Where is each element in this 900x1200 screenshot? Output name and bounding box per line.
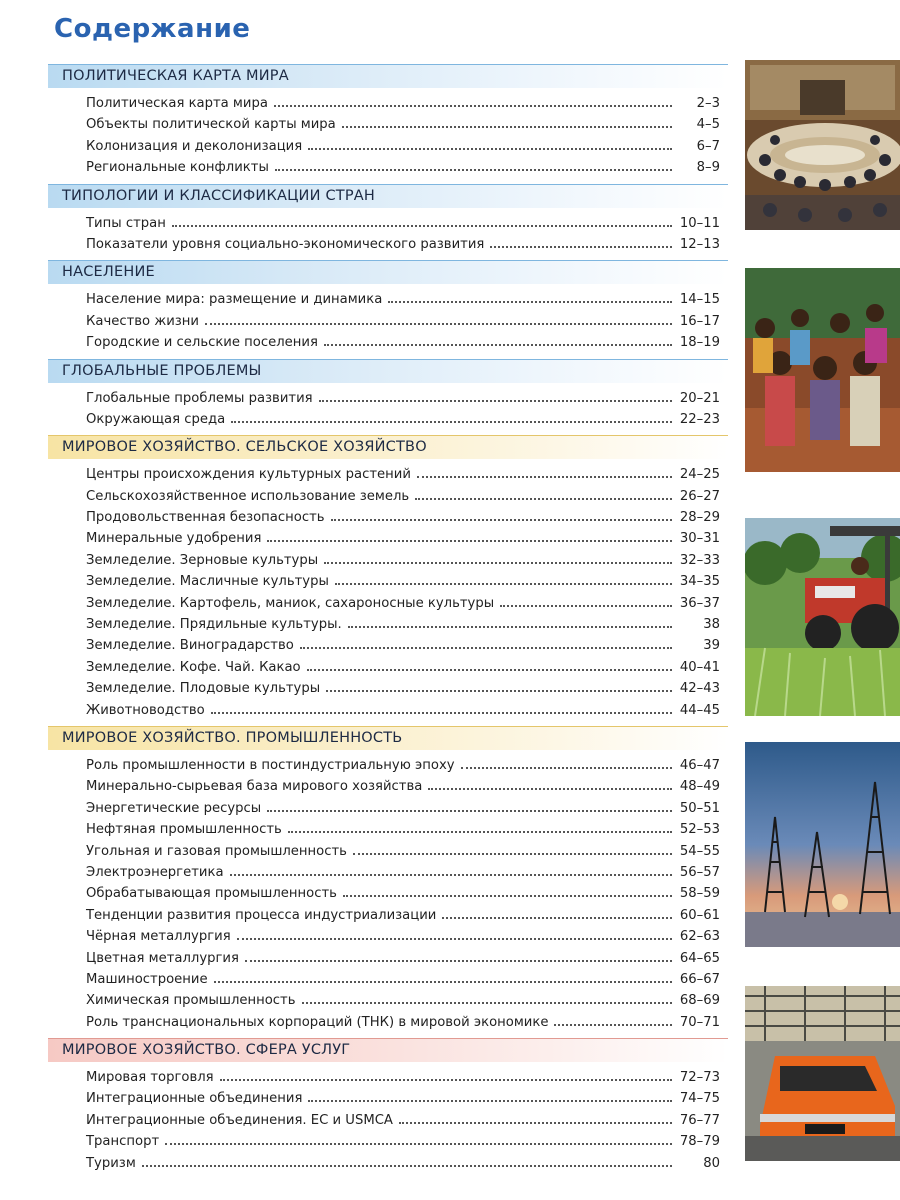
toc-entry-pages: 4–5 (696, 117, 720, 133)
toc-entry-title: Региональные конфликты (86, 160, 269, 176)
toc-entry (48, 593, 720, 614)
toc-entry-title: Роль транснациональных корпораций (ТНК) в мировой экономике (86, 1014, 549, 1030)
dot-leader (308, 1100, 672, 1102)
toc-entry-title: Сельскохозяйственное использование земель (86, 488, 410, 504)
toc-entry-title: Земледелие. Виноградарство (86, 638, 294, 654)
toc-entry-pages: 10–11 (679, 215, 720, 231)
toc-entry (48, 657, 720, 678)
toc-entry-title: Показатели уровня социально-экономического развития (86, 236, 485, 252)
toc-entry-title: Нефтяная промышленность (86, 822, 282, 838)
dot-leader (335, 583, 672, 585)
toc-entry-title: Химическая промышленность (86, 993, 296, 1009)
dot-leader (142, 1165, 672, 1167)
dot-leader (554, 1024, 672, 1026)
toc-entry-pages: 38 (703, 617, 720, 633)
toc-entry (48, 798, 720, 819)
dot-leader (353, 853, 672, 855)
dot-leader (302, 1002, 673, 1004)
toc-entry (48, 819, 720, 840)
toc-section (48, 435, 728, 721)
toc-entry-pages: 26–27 (679, 488, 720, 504)
dot-leader (461, 767, 672, 769)
toc-entry-pages: 8–9 (696, 160, 720, 176)
dot-leader (399, 1122, 672, 1124)
tractor-photo (745, 518, 900, 716)
toc-entry-title: Земледелие. Картофель, маниок, сахароносные культуры (86, 595, 495, 611)
section-heading: МИРОВОЕ ХОЗЯЙСТВО. СФЕРА УСЛУГ (48, 1038, 728, 1062)
toc-entry-title: Земледелие. Прядильные культуры. (86, 617, 342, 633)
dot-leader (490, 246, 672, 248)
dot-leader (324, 562, 672, 564)
toc-entry-title: Колонизация и деколонизация (86, 138, 303, 154)
toc-entry-title: Объекты политической карты мира (86, 117, 336, 133)
dot-leader (324, 344, 672, 346)
toc-entry (48, 948, 720, 969)
toc-entry (48, 883, 720, 904)
dot-leader (307, 669, 672, 671)
toc-entry-title: Центры происхождения культурных растений (86, 467, 411, 483)
toc-entry-pages: 46–47 (679, 757, 720, 773)
toc-section (48, 1038, 728, 1174)
toc-entry-title: Минеральные удобрения (86, 531, 262, 547)
dot-leader (500, 605, 672, 607)
toc-entry-pages: 64–65 (679, 950, 720, 966)
toc-entry-pages: 48–49 (679, 779, 720, 795)
toc-entry (48, 550, 720, 571)
section-heading: НАСЕЛЕНИЕ (48, 260, 728, 284)
toc-entry-title: Электроэнергетика (86, 864, 224, 880)
toc-entry (48, 635, 720, 656)
toc-entry (48, 507, 720, 528)
toc-entry (48, 614, 720, 635)
toc-entry-title: Интеграционные объединения (86, 1091, 303, 1107)
toc-entry-title: Продовольственная безопасность (86, 510, 325, 526)
dot-leader (308, 148, 672, 150)
toc-entry-pages: 6–7 (696, 138, 720, 154)
section-heading: ТИПОЛОГИИ И КЛАССИФИКАЦИИ СТРАН (48, 184, 728, 208)
toc-entry-title: Обрабатывающая промышленность (86, 886, 337, 902)
toc-section (48, 184, 728, 256)
toc-entry-pages: 22–23 (679, 411, 720, 427)
children-photo (745, 268, 900, 472)
page-title: Содержание (54, 14, 251, 44)
toc-entry-title: Энергетические ресурсы (86, 800, 262, 816)
dot-leader (274, 105, 672, 107)
dot-leader (230, 874, 672, 876)
dot-leader (442, 917, 672, 919)
toc-entry (48, 700, 720, 721)
toc-entry-pages: 2–3 (696, 96, 720, 111)
toc-entry (48, 311, 720, 332)
table-of-contents (48, 64, 728, 1179)
toc-entry-pages: 66–67 (679, 971, 720, 987)
toc-entry (48, 157, 720, 178)
section-heading: ПОЛИТИЧЕСКАЯ КАРТА МИРА (48, 64, 728, 88)
toc-entry (48, 136, 720, 157)
toc-entry-title: Земледелие. Кофе. Чай. Какао (86, 659, 301, 675)
toc-entry-pages: 76–77 (679, 1112, 720, 1128)
toc-entry (48, 486, 720, 507)
dot-leader (237, 938, 672, 940)
toc-entry-pages: 60–61 (679, 907, 720, 923)
dot-leader (348, 626, 672, 628)
toc-entry (48, 969, 720, 990)
toc-entry-pages: 24–25 (679, 467, 720, 483)
toc-entry-title: Окружающая среда (86, 411, 226, 427)
toc-entry-pages: 54–55 (679, 843, 720, 859)
toc-entry-pages: 34–35 (679, 574, 720, 590)
dot-leader (343, 895, 672, 897)
section-heading: МИРОВОЕ ХОЗЯЙСТВО. СЕЛЬСКОЕ ХОЗЯЙСТВО (48, 435, 728, 459)
dot-leader (326, 690, 672, 692)
toc-entry-pages: 58–59 (679, 886, 720, 902)
toc-entry (48, 213, 720, 234)
dot-leader (275, 169, 672, 171)
toc-entry-title: Население мира: размещение и динамика (86, 292, 383, 308)
toc-entry-title: Чёрная металлургия (86, 929, 231, 945)
toc-entry (48, 234, 720, 255)
toc-entry-pages: 72–73 (679, 1070, 720, 1086)
toc-entry-title: Туризм (86, 1155, 136, 1171)
toc-entry-pages: 18–19 (679, 335, 720, 351)
toc-entry-pages: 42–43 (679, 681, 720, 697)
toc-entry (48, 1110, 720, 1131)
toc-entry-pages: 14–15 (679, 292, 720, 308)
toc-entry-title: Земледелие. Масличные культуры (86, 574, 329, 590)
toc-entry-title: Городские и сельские поселения (86, 335, 318, 351)
toc-entry-title: Качество жизни (86, 313, 199, 329)
toc-entry (48, 990, 720, 1011)
toc-entry (48, 1067, 720, 1088)
dot-leader (388, 301, 672, 303)
toc-entry (48, 755, 720, 776)
toc-entry (48, 862, 720, 883)
toc-entry (48, 1131, 720, 1152)
conference-photo (745, 60, 900, 230)
toc-entry (48, 571, 720, 592)
toc-entry (48, 841, 720, 862)
toc-entry-pages: 40–41 (679, 659, 720, 675)
dot-leader (428, 788, 672, 790)
toc-entry-title: Минерально-сырьевая база мирового хозяйства (86, 779, 423, 795)
toc-entry-pages: 20–21 (679, 390, 720, 406)
toc-entry-pages: 74–75 (679, 1091, 720, 1107)
toc-entry (48, 409, 720, 430)
dot-leader (267, 810, 672, 812)
toc-entry-title: Земледелие. Зерновые культуры (86, 552, 319, 568)
toc-entry-title: Земледелие. Плодовые культуры (86, 681, 321, 697)
toc-entry-pages: 28–29 (679, 510, 720, 526)
oil-derricks-photo (745, 742, 900, 947)
toc-entry-title: Транспорт (86, 1134, 160, 1150)
dot-leader (214, 981, 672, 983)
toc-entry-pages: 16–17 (679, 313, 720, 329)
section-heading: МИРОВОЕ ХОЗЯЙСТВО. ПРОМЫШЛЕННОСТЬ (48, 726, 728, 750)
toc-entry (48, 114, 720, 135)
toc-entry-title: Цветная металлургия (86, 950, 239, 966)
dot-leader (417, 476, 672, 478)
toc-entry (48, 1012, 720, 1033)
toc-entry (48, 776, 720, 797)
toc-entry-pages: 80 (703, 1155, 720, 1171)
dot-leader (319, 400, 672, 402)
dot-leader (220, 1079, 672, 1081)
toc-entry-pages: 30–31 (679, 531, 720, 547)
toc-entry (48, 1153, 720, 1174)
dot-leader (165, 1143, 672, 1145)
toc-entry-title: Глобальные проблемы развития (86, 390, 313, 406)
toc-entry-pages: 56–57 (679, 864, 720, 880)
toc-entry-title: Интеграционные объединения. ЕС и USMCA (86, 1112, 393, 1128)
dot-leader (172, 225, 672, 227)
toc-entry-pages: 50–51 (679, 800, 720, 816)
dot-leader (245, 960, 672, 962)
toc-entry-pages: 78–79 (679, 1134, 720, 1150)
toc-entry (48, 528, 720, 549)
dot-leader (231, 421, 672, 423)
toc-entry-pages: 52–53 (679, 822, 720, 838)
toc-entry-pages: 44–45 (679, 702, 720, 718)
toc-entry (48, 926, 720, 947)
dot-leader (300, 647, 672, 649)
toc-entry-title: Животноводство (86, 702, 205, 718)
toc-entry-title: Мировая торговля (86, 1070, 214, 1086)
dot-leader (267, 540, 672, 542)
toc-entry-pages: 36–37 (679, 595, 720, 611)
toc-entry-pages: 70–71 (679, 1014, 720, 1030)
dot-leader (205, 323, 672, 325)
toc-section (48, 64, 728, 179)
toc-entry (48, 1088, 720, 1109)
toc-entry (48, 905, 720, 926)
toc-entry-title: Политическая карта мира (86, 96, 268, 111)
toc-entry (48, 332, 720, 353)
toc-entry-pages: 62–63 (679, 929, 720, 945)
toc-entry-title: Типы стран (86, 215, 166, 231)
dot-leader (415, 498, 672, 500)
train-photo (745, 986, 900, 1161)
toc-entry-title: Роль промышленности в постиндустриальную эпоху (86, 757, 455, 773)
toc-entry-title: Машиностроение (86, 971, 208, 987)
toc-entry-pages: 39 (703, 638, 720, 654)
toc-entry (48, 464, 720, 485)
toc-entry-pages: 32–33 (679, 552, 720, 568)
toc-entry (48, 388, 720, 409)
toc-section (48, 726, 728, 1033)
dot-leader (342, 126, 672, 128)
toc-entry-pages: 12–13 (679, 236, 720, 252)
dot-leader (288, 831, 672, 833)
toc-entry (48, 93, 720, 114)
dot-leader (211, 712, 672, 714)
toc-entry-title: Угольная и газовая промышленность (86, 843, 347, 859)
toc-entry (48, 678, 720, 699)
section-heading: ГЛОБАЛЬНЫЕ ПРОБЛЕМЫ (48, 359, 728, 383)
toc-section (48, 359, 728, 431)
toc-entry-pages: 68–69 (679, 993, 720, 1009)
toc-entry-title: Тенденции развития процесса индустриализации (86, 907, 437, 923)
toc-section (48, 260, 728, 353)
dot-leader (331, 519, 672, 521)
toc-entry (48, 289, 720, 310)
